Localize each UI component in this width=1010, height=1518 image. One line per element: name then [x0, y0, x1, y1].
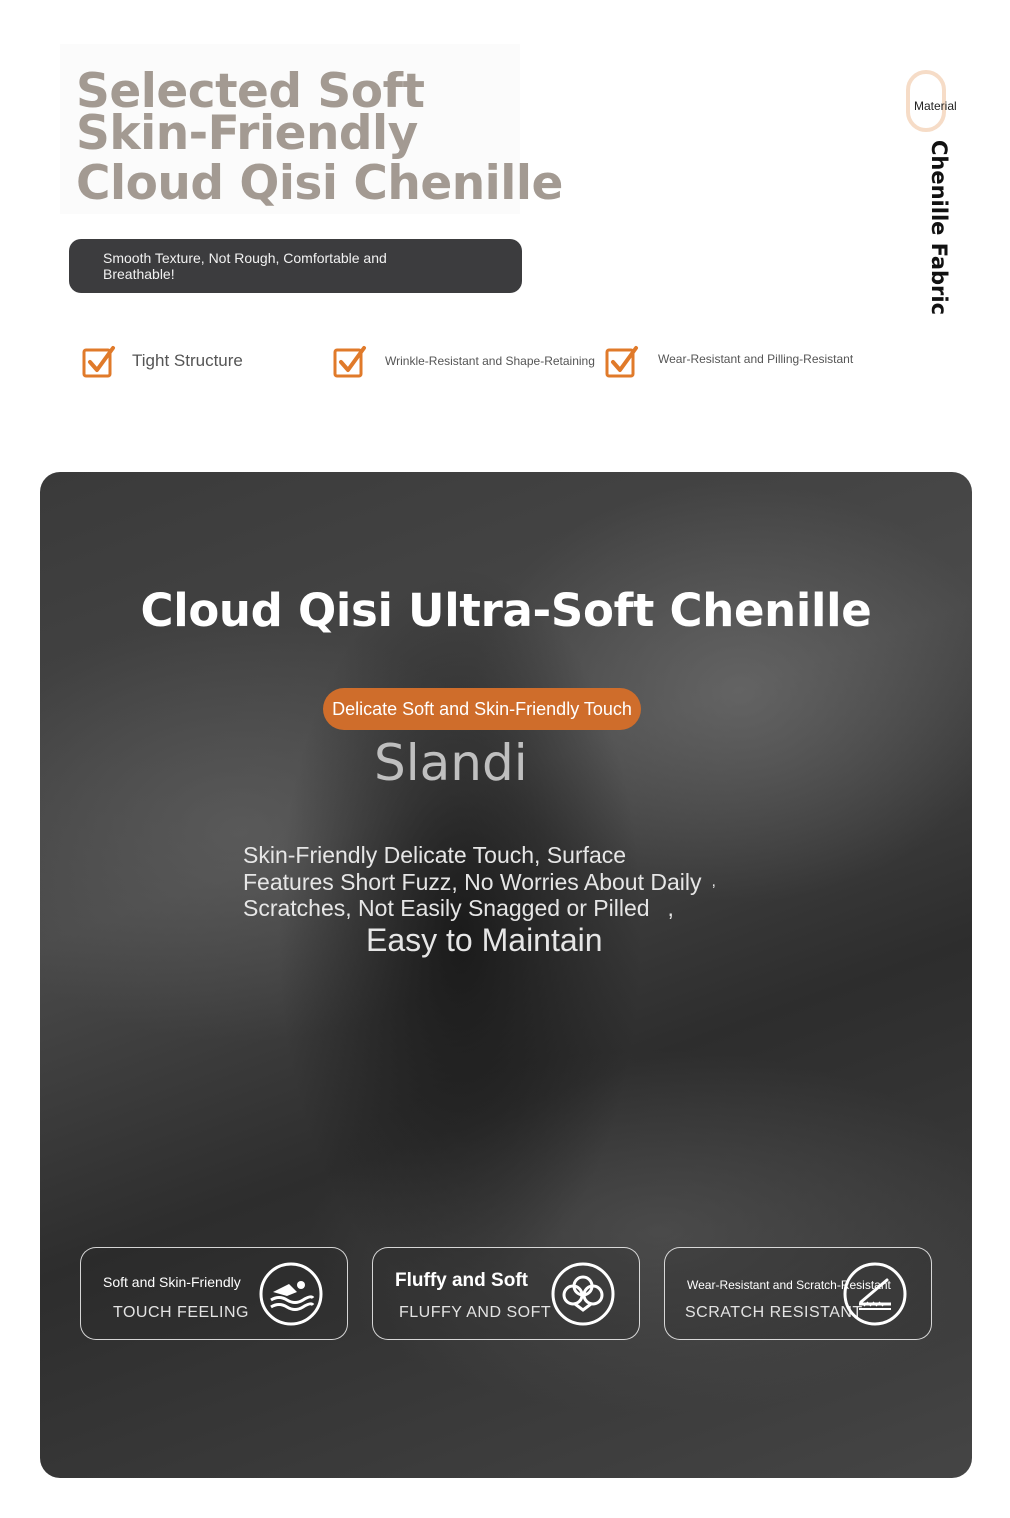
- card-title: Fluffy and Soft: [395, 1270, 528, 1291]
- scratch-resistant-icon: [843, 1262, 907, 1326]
- description-line: Skin-Friendly Delicate Touch, Surface: [243, 842, 627, 868]
- panel-title: Cloud Qisi Ultra-Soft Chenille: [140, 584, 872, 637]
- feature-label: Tight Structure: [132, 351, 243, 370]
- description: [243, 842, 743, 922]
- feature-tight-structure: [82, 344, 243, 378]
- feature-card-touch: [80, 1247, 348, 1340]
- side-material-label: Material: [914, 99, 957, 113]
- description-line: Scratches, Not Easily Snagged or Pilled ,: [243, 895, 674, 921]
- description-line: Features Short Fuzz, No Worries About Daily ,: [243, 868, 716, 895]
- checkbox-icon: [333, 344, 367, 378]
- checkbox-icon: [82, 344, 116, 378]
- feature-card-scratch: [664, 1247, 932, 1340]
- subtitle-text: Smooth Texture, Not Rough, Comfortable and Breathable!: [103, 250, 387, 282]
- feature-label: Wear-Resistant and Pilling-Resistant: [658, 352, 854, 366]
- checkbox-icon: [605, 344, 639, 378]
- card-title: Wear-Resistant and Scratch-Resistant: [687, 1278, 891, 1292]
- fabric-panel: [40, 472, 972, 1478]
- touch-badge: Delicate Soft and Skin-Friendly Touch: [323, 688, 641, 730]
- card-title: Soft and Skin-Friendly: [103, 1274, 241, 1290]
- card-subtitle: FLUFFY AND SOFT: [399, 1304, 552, 1321]
- card-subtitle: TOUCH FEELING: [113, 1304, 249, 1321]
- subtitle-pill: [69, 239, 522, 293]
- headline-line-2: Skin-Friendly: [76, 106, 418, 161]
- feature-card-fluffy: [372, 1247, 640, 1340]
- swimmer-icon: [259, 1262, 323, 1326]
- feature-label: Wrinkle-Resistant and Shape-Retaining: [385, 354, 595, 368]
- side-fabric-label: Chenille Fabric: [927, 140, 951, 316]
- cotton-icon: [551, 1262, 615, 1326]
- feature-wear-resistant: [605, 344, 853, 378]
- easy-maintain-text: Easy to Maintain: [366, 922, 603, 958]
- headline-line-1: Selected Soft: [76, 64, 425, 119]
- brand-name: Slandi: [374, 734, 528, 792]
- feature-wrinkle-resistant: [333, 344, 595, 378]
- headline-line-3: Cloud Qisi Chenille: [76, 156, 563, 211]
- card-subtitle: SCRATCH RESISTANT: [685, 1304, 863, 1321]
